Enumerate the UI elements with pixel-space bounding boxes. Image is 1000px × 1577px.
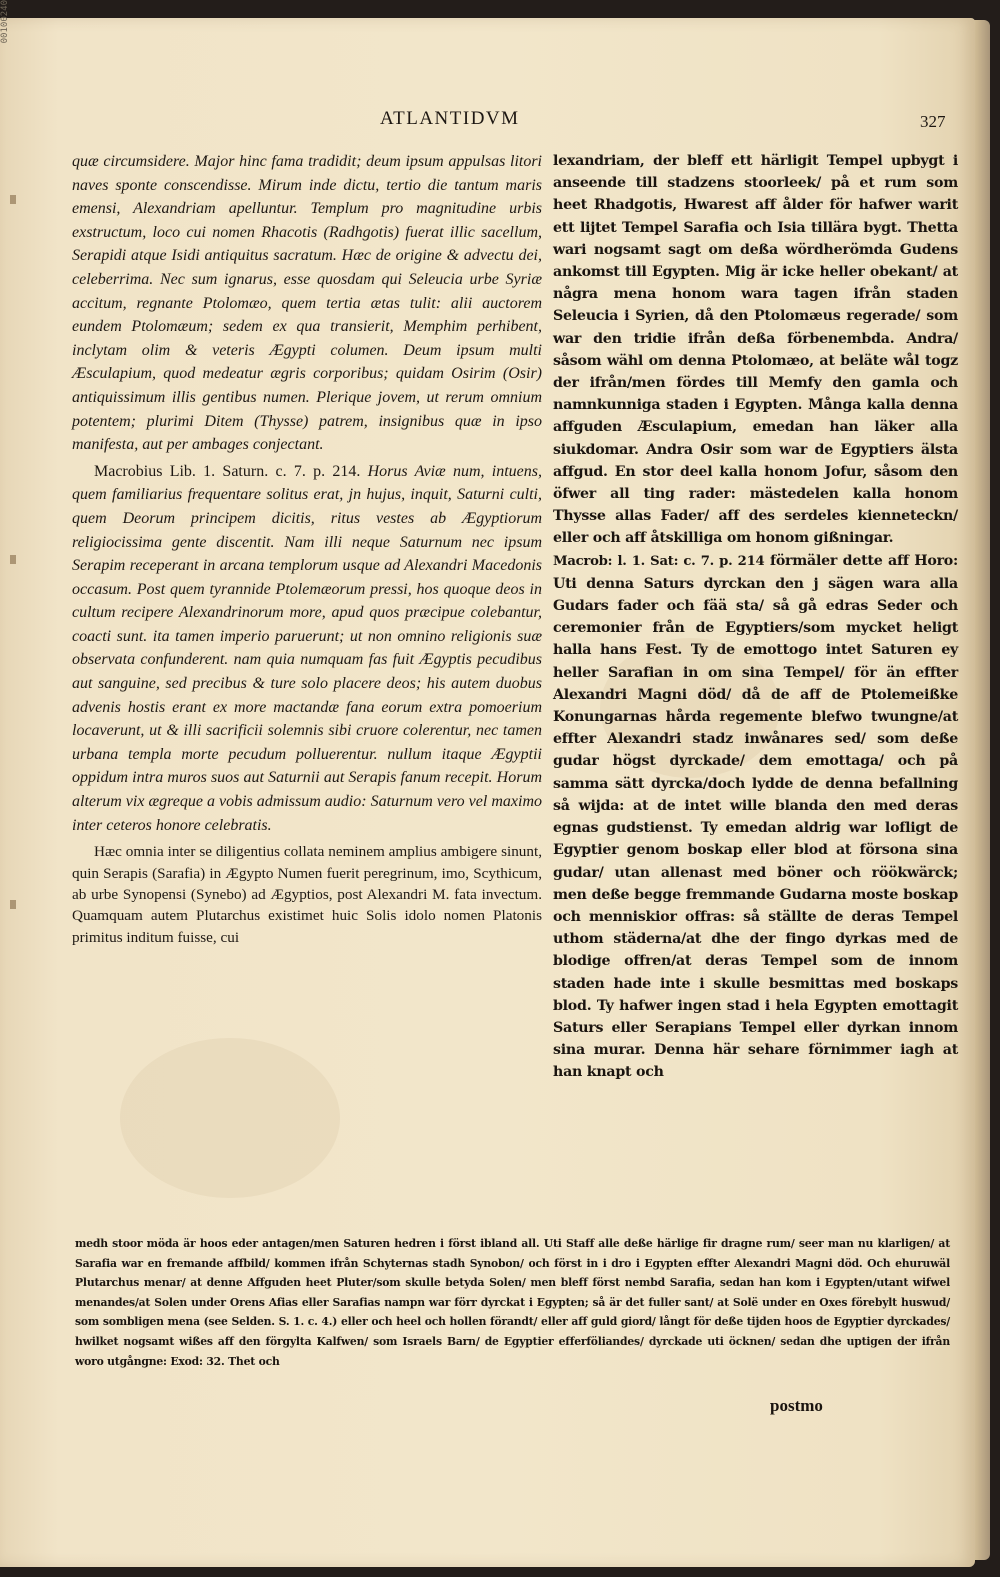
citation-reference: Macrobius Lib. 1. Saturn. c. 7. p. 214. (94, 462, 361, 480)
catchword: postmo (770, 1396, 823, 1415)
running-title: ATLANTIDVM (380, 108, 520, 129)
margin-mark (10, 195, 16, 204)
note-text: förmäler dette aff Horo: Uti denna Saturs dyrckan den j sägen wara alla Gudars fader och fää sta/ så gå edras Seder och ceremonier från de Egyptiers/som mycket heligt halla hans Fest. Ty de emottogo intet Saturen ey heller Sarafian in om sina Tempel/ för än effter Alexandri Magni död/ då de aff de Ptolemeißke Konungarnas hårda regemente blefwo twungne/at effter Alexandri stadz inwånares sed/ som deße gudar högst dyrckade/ dem emottaga/ och på samma sätt dyrcka/doch lydde de denna befallning så wijda: at de intet wille blanda den med deras egnas gudstienst. Ty emedan aldrig war lofligt de Egyptier genom boskap eller blod at försona sina gudar/ utan allenast med böner och röökwärck; men deße begge fremmande Gudarna moste boskap och menniskior offras: så ställte de deras Tempel uthom städerna/at dhe der fingo dyrkas med de blodige offren/at deras Tempel som de innom staden hade inte i skulle besmittas med boskaps blod. Ty hafwer ingen stad i hela Egypten emottagit Saturs eller Serapians Tempel eller dyrkan innom sina murar. Denna här sehare förnimmer iagh at han knapt och (553, 552, 958, 1081)
margin-mark (10, 555, 16, 564)
swedish-note (553, 550, 958, 1084)
latin-commentary: Hæc omnia inter se diligentius collata neminem amplius ambigere sinunt, quin Serapis (Sarafia) in Ægypto Numen fuerit peregrinum, imo, Scythicum, ab urbe Synopensi (Synebo) ad Ægyptios, post Alexandri M. fata invectum. Quamquam autem Plutarchus existimet huic Solis idolo nomen Platonis primitus inditum fuisse, cui (72, 843, 542, 946)
scan-identifier: 00100240 (0, 0, 10, 44)
swedish-column (553, 150, 958, 1084)
page-number: 327 (920, 112, 946, 131)
latin-passage: quæ circumsidere. Major hinc fama tradidit; deum ipsum appulsas litori naves sponte conscendisse. Mirum inde dictu, tertio die tantum maris emensi, Alexandriam apelluntur. Templum pro magnitudine urbis exstructum, loco cui nomen Rhacotis (Radhgotis) fuerat illic sacellum, Serapidi atque Isidi antiquitus sacratum. Hæc de origine & advectu dei, celeberrima. Nec sum ignarus, esse quosdam qui Seleucia urbe Syriæ accitum, regnante Ptolomæo, quem tertia ætas tulit: alii auctorem eundem Ptolomæum; sedem ex qua transierit, Memphim perhibent, inclytam olim & veteris Ægypti columen. Deum ipsum multi Æsculapium, quod medeatur ægris corporibus; quidam Osirim (Osir) antiquissimum illis gentibus numen. Plerique jovem, ut rerum omnium potentem; plurimi Ditem (Thysse) patrem, insignibus quæ in ipso manifesta, aut per ambages conjectant. (72, 153, 542, 454)
citation-quote: Horus Aviæ num, intuens, quem familiarius frequentare solitus erat, jn hujus, inquit, Saturni culti, quem Deorum principem dicitis, ritus vestes ab Ægyptiorum religiocissima gente discentit. Nam illi neque Saturnum nec ipsum Serapim receperant in arcana templorum usque ad Alexandri Macedonis occasum. Post quem tyrannide Ptolemæorum pressi, hos quoque deos in cultum recipere Alexandrinorum more, apud quos præcipue colebantur, coacti sunt. ita tamen imperio paruerunt; ut non omnino religionis suæ observata confunderent. nam quia numquam fas fuit Ægyptis pecudibus aut sanguine, sed precibus & ture solo placere deos; his autem duobus advenis hostis erant ex more mactandæ fana eorum extra pomoerium locaverunt, ut & illi sacrificii solemnis sibi cruore colerentur, nec tamen urbana templa morte pecudum polluerentur. nullum itaque Ægyptii oppidum intra muros suos aut Saturnii aut Serapis fanum recepit. Horum alterum vix ægreque a vobis admissum audio: Saturnum vero vel maximo inter ceteros honore celebratis. (72, 462, 542, 834)
swedish-passage: lexandriam, der bleff ett härligit Tempel upbygt i anseende till stadzens stoorleek/ på et rum som heet Rhadgotis, Hwarest aff ålder för hafwer warit ett lijtet Tempel Sarafia och Isia tillära bygt. Thetta wari nogsamt sagt om deßa wördherömda Gudens ankomst till Egypten. Mig är icke heller obekant/ at några mena honom wara tagen ifrån staden Seleucia i Syrien, då den Ptolomæus regerade/ som war den tridie ifrån deßa förbenembda. Andra/ såsom wähl om denna Ptolomæo, at beläte wål togz der ifrån/men fördes till Memfy den gamla och namnkunniga staden i Egypten. Många kalla denna affguden Æsculapium, emedan han läker alla siukdomar. Andra Osir som war de Egyptiers älsta affgud. En stor deel kalla honom Jofur, såsom den öfwer all ting rader: mästedelen kalla honom Thysse allas Fader/ aff des serdeles kienneteckn/ eller och aff åtskilliga om honom gißningar. (553, 153, 958, 547)
note-reference: Macrob: l. 1. Sat: c. 7. p. 214 (553, 553, 765, 569)
macrobius-citation (72, 460, 542, 838)
footnote-text: medh stoor möda är hoos eder antagen/men Saturen hedren i först ibland all. Uti Staff alle deße härlige fir dragne rum/ seer man nu klarligen/ at Sarafia war en fremande affbild/ kommen ifrån Schyternas stadh Synobon/ och först in i dro i Egypten effter Alexandri Magni död. Och ehuruwäl Plutarchus menar/ at denne Affguden heet Pluter/som skulle betyda Solen/ men bleff först nembd Sarafia, sedan han kom i Egypten/utant wifwel menandes/at Solen under Orens Afias eller Sarafias nampn war förr dyrckat i Egypten; så är det fuller sant/ at Solë under en Oxes förebylt huswud/ som sombligen mena (see Selden. S. 1. c. 4.) eller och heel och hollen förandt/ eller aff guld giord/ långt för deße tijden hoos de Egyptier dyrckades/ hwilket nogsamt wißes aff den förgylta Kalfwen/ som Israels Barn/ de Egyptier efferföliandes/ dyrckade uti öcknen/ sedan dhe uptigen der ifrån woro utgångne: Exod: 32. Thet och (75, 1237, 950, 1368)
footnote-block (75, 1234, 950, 1371)
margin-mark (10, 900, 16, 909)
paper-stain (120, 1038, 340, 1198)
latin-column (72, 150, 542, 948)
